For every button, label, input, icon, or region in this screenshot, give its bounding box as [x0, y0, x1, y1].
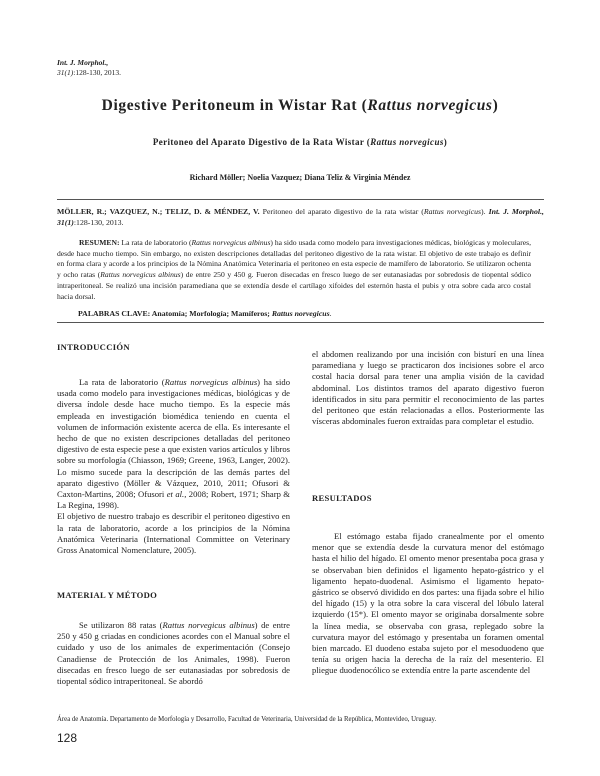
journal-header — [57, 58, 121, 78]
title-close: ) — [492, 97, 499, 114]
journal-volume: 31(1) — [57, 68, 74, 77]
intro-body — [57, 377, 290, 556]
section-heading-intro: INTRODUCCIÓN — [57, 342, 130, 352]
citation — [57, 206, 544, 228]
abstract-species-2: Rattus norvegicus albinus — [100, 270, 181, 280]
abstract-label: RESUMEN: — [79, 238, 120, 247]
intro-text-b: ) ha sido usada como modelo para investigaciones médicas, biológicas y de diversa índole desde hace mucho tiempo. Es la especie más empleada en investigación biomédica teniendo en cuenta el volumen de información existente acerca de ella. Es interesante el hecho de que no existen descripciones detalladas del peritoneo digestivo de esta especie pese a que existen varios artículos y libros sobre su morfología (Chiasson, 1969; Greene, 1963, Langer, 2002). Lo mismo sucede para la descripción de las demás partes del aparato digestivo (Möller & Vázquez, 2010, 2011; Ofusori & Caxton-Martins, 2008; Ofusori — [57, 377, 290, 500]
intro-etal: et al. — [166, 489, 185, 500]
journal-volume-line — [57, 68, 121, 78]
intro-species: Rattus norvegicus albinus — [164, 377, 258, 387]
section-heading-material: MATERIAL Y MÉTODO — [57, 590, 158, 600]
method-continuation: el abdomen realizando por una incisión con bisturí en una línea paramediana y luego se practicaron dos incisiones sobre el arco costal hacia dorsal para tener una amplia visión de la cavidad abdominal. Los distintos tramos del aparato digestivo fueron identificados in situ para permitir el reconocimiento de las partes del peritoneo que están relacionadas a ellos. Posteriormente las vísceras abdominales fueron extraídas para completar el estudio. — [312, 349, 544, 427]
material-text-a: Se utilizaron 88 ratas ( — [79, 620, 163, 630]
intro-text-a: La rata de laboratorio ( — [79, 377, 165, 387]
material-paragraph — [57, 620, 290, 687]
citation-species: Rattus norvegicus — [423, 207, 482, 216]
abstract — [57, 238, 531, 302]
article-title — [0, 97, 600, 115]
keywords — [78, 309, 538, 318]
abstract-text-2: ) ha sido usada como modelo para investigaciones médicas, biológicas y moleculares, desde hace mucho tiempo. Sin embargo, no existen descripciones detalladas del peritoneo digestivo de la rata wistar. El objetivo de este trabajo es definir en forma clara y acorde a los principios de la Nómina Anatómica Veterinaria el peritoneo en esta especie de mamífero de laboratorio. Se utilizaron ochenta y ocho ratas ( — [57, 238, 531, 280]
abstract-species-1: Rattus norvegicus albinus — [191, 238, 271, 247]
author-list: Richard Möller; Noelia Vazquez; Diana Teliz & Virginia Méndez — [189, 173, 411, 182]
material-text-b: ) de entre 250 y 450 g criadas en condiciones acordes con el Manual sobre el cuidado y uso de los animales de experimentación (Consejo Canadiense de Protección de los Animales, 1998). Fueron disecadas en fresco luego de ser eutanasiadas por sobredosis de tiopental sódico intraperitoneal. Se abordó — [57, 620, 290, 687]
divider-bottom — [57, 322, 544, 323]
journal-name: Int. J. Morphol., — [57, 58, 109, 67]
keywords-label: PALABRAS CLAVE: — [78, 309, 151, 318]
page-number: 128 — [57, 731, 78, 745]
subtitle-close: ) — [443, 137, 448, 147]
intro-paragraph-1 — [57, 377, 290, 511]
article-subtitle — [0, 137, 600, 147]
keywords-text: Anatomía; Morfología; Mamíferos; — [150, 309, 272, 318]
citation-journal: Int. J. Morphol., 31(1) — [57, 207, 544, 227]
citation-text: Peritoneo del aparato digestivo de la rata wistar ( — [259, 207, 424, 216]
section-heading-results: RESULTADOS — [312, 493, 372, 503]
citation-authors: MÖLLER, R.; VAZQUEZ, N.; TELIZ, D. & MÉNDEZ, V. — [57, 207, 260, 216]
subtitle-text: Peritoneo del Aparato Digestivo de la Rata Wistar ( — [152, 137, 371, 147]
material-species: Rattus norvegicus albinus — [162, 620, 255, 630]
material-body — [57, 620, 290, 687]
subtitle-species: Rattus norvegicus — [370, 137, 444, 147]
intro-text-c: , 2008; Robert, 1971; Sharp & La Regina, 1998). — [57, 489, 290, 511]
abstract-text-1: La rata de laboratorio ( — [119, 238, 192, 247]
citation-close: ). — [481, 207, 489, 216]
affiliation-footnote: Área de Anatomía. Departamento de Morfología y Desarrollo, Facultad de Veterinaria, Universidad de la República, Montevideo, Uruguay. — [57, 716, 437, 723]
title-species: Rattus norvegicus — [367, 97, 493, 114]
journal-pages: :128-130, 2013. — [73, 68, 121, 77]
abstract-text-3: ) de entre 250 y 450 g. Fueron disecadas en fresco luego de ser eutanasiadas por sobredosis de tiopental sódico intraperitoneal. Se realizó una incisión paramediana que se extendía desde el cartílago xifoides del esternón hasta el pubis y otra sobre cada arco costal hacia dorsal. — [57, 270, 531, 301]
title-text: Digestive Peritoneum in Wistar Rat ( — [101, 97, 368, 114]
citation-pages: :128-130, 2013. — [73, 218, 124, 227]
keywords-end: . — [329, 309, 332, 318]
divider-top — [57, 199, 544, 200]
results-body: El estómago estaba fijado cranealmente por el omento menor que se extendía desde la curvatura menor del estómago hasta el hilio del hígado. El omento menor presentaba poca grasa y se observaban bien definidos el ligamento hepato-gástrico y el ligamento hepato-duodenal. Asimismo el ligamento hepato-gástrico se observó dividido en dos partes: una fijada sobre el hilio del hígado (15) y la otra sobre la cara visceral del lóbulo lateral izquierdo (15*). El omento mayor se originaba dorsalmente sobre la línea media, se observaba con grasa, replegado sobre la curvatura mayor del estómago y presentaba un foramen omental bien marcado. El duodeno estaba sujeto por el mesoduodeno que tenía su origen hacia la derecha de la raíz del mesenterio. El pliegue duodenocólico se extendía entre la parte ascendente del — [312, 531, 544, 676]
intro-paragraph-2: El objetivo de nuestro trabajo es describir el peritoneo digestivo en la rata de laboratorio, acorde a los principios de la Nómina Anatómica Veterinaria (International Committee on Veterinary Gross Anatomical Nomenclature, 2005). — [57, 511, 290, 556]
keywords-species: Rattus norvegicus — [271, 309, 330, 318]
